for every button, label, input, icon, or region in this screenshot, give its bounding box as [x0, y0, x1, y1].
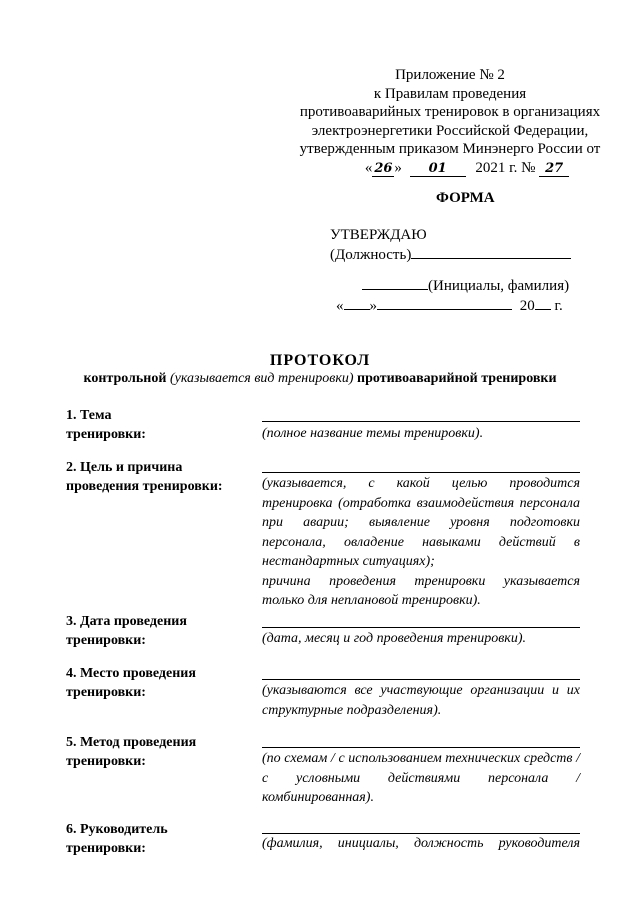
document-title: ПРОТОКОЛ — [269, 352, 371, 369]
order-date-line — [304, 159, 630, 178]
field-desc-leader — [262, 834, 580, 854]
position-blank — [411, 246, 571, 259]
position-label: (Должность) — [330, 247, 412, 263]
date-open-quote: « — [336, 298, 344, 314]
reason-description: причина проведения тренировки указывается только для неплановой тренировки). — [262, 573, 580, 608]
field-label-line: 4. Место проведения — [66, 666, 196, 681]
form-label: ФОРМА — [436, 190, 495, 206]
appendix-line: электроэнергетики Российской Федерации, — [311, 122, 589, 139]
approval-date-line — [336, 296, 563, 316]
field-label-place — [66, 664, 246, 702]
field-rule-method — [262, 747, 580, 748]
field-rule-place — [262, 679, 580, 680]
field-label-topic — [66, 406, 246, 444]
subtitle-before: контрольной — [83, 371, 167, 386]
field-label-line: тренировки: — [66, 633, 146, 648]
appendix-header — [270, 66, 630, 177]
initials-line — [362, 276, 569, 296]
subtitle-after: противоаварийной тренировки — [357, 371, 557, 386]
field-rule-purpose — [262, 472, 580, 473]
field-label-line: тренировки: — [66, 427, 146, 442]
year-blank — [535, 297, 551, 310]
appendix-line: к Правилам проведения — [373, 85, 527, 102]
field-label-line: 6. Руководитель — [66, 822, 168, 837]
field-rule-topic — [262, 421, 580, 422]
year-suffix: г. — [554, 298, 563, 314]
date-close-quote: » — [369, 298, 377, 314]
month-blank — [377, 297, 512, 310]
field-label-line: проведения тренировки: — [66, 479, 223, 494]
order-number: 27 — [539, 162, 569, 177]
initials-label: (Инициалы, фамилия) — [428, 278, 570, 294]
field-desc-topic: (полное название темы тренировки). — [262, 426, 484, 441]
field-label-purpose — [66, 458, 246, 496]
order-day: 26 — [374, 160, 393, 176]
signature-blank — [362, 277, 428, 290]
document-subtitle — [0, 371, 640, 387]
field-label-line: тренировки: — [66, 685, 146, 700]
position-line — [330, 245, 571, 265]
field-rule-date — [262, 627, 580, 628]
field-desc-date: (дата, месяц и год проведения тренировки). — [262, 631, 526, 646]
appendix-line: противоаварийных тренировок в организациях — [299, 104, 601, 120]
order-month: 01 — [410, 162, 466, 177]
field-label-date — [66, 612, 246, 650]
field-desc-method — [262, 749, 580, 808]
field-label-leader — [66, 820, 246, 858]
field-desc-place — [262, 681, 580, 720]
method-description: (по схемам / с использованием технических средств / с условными действиями персонала / комбинированная). — [262, 751, 580, 805]
field-label-line: 5. Метод проведения — [66, 735, 197, 750]
place-description: (указываются все участвующие организации и их структурные подразделения). — [262, 683, 580, 718]
approve-label: УТВЕРЖДАЮ — [330, 227, 427, 243]
year-prefix: 20 — [519, 298, 535, 314]
open-quote: « — [364, 159, 373, 176]
appendix-title: Приложение № 2 — [395, 67, 505, 83]
subtitle-italic: (указывается вид тренировки) — [169, 371, 354, 386]
purpose-description: (указывается, с какой целью проводится тренировка (отработка взаимодействия персонала при аварии; выявление уровня подготовки персонала, овладение навыками действий в нестандартных ситуациях); — [262, 476, 580, 569]
field-label-line: тренировки: — [66, 754, 146, 769]
field-label-method — [66, 733, 246, 771]
field-label-line: 1. Тема — [66, 408, 112, 423]
field-label-line: тренировки: — [66, 841, 146, 856]
close-quote: » — [394, 159, 402, 176]
field-desc-purpose — [262, 474, 580, 611]
order-year-text: 2021 г. № — [475, 159, 536, 176]
day-blank — [344, 297, 370, 310]
field-label-line: 2. Цель и причина — [66, 460, 183, 475]
field-label-line: 3. Дата проведения — [66, 614, 187, 629]
appendix-line: утвержденным приказом Минэнерго России от — [299, 141, 601, 157]
leader-description: (фамилия, инициалы, должность руководителя — [262, 836, 580, 851]
